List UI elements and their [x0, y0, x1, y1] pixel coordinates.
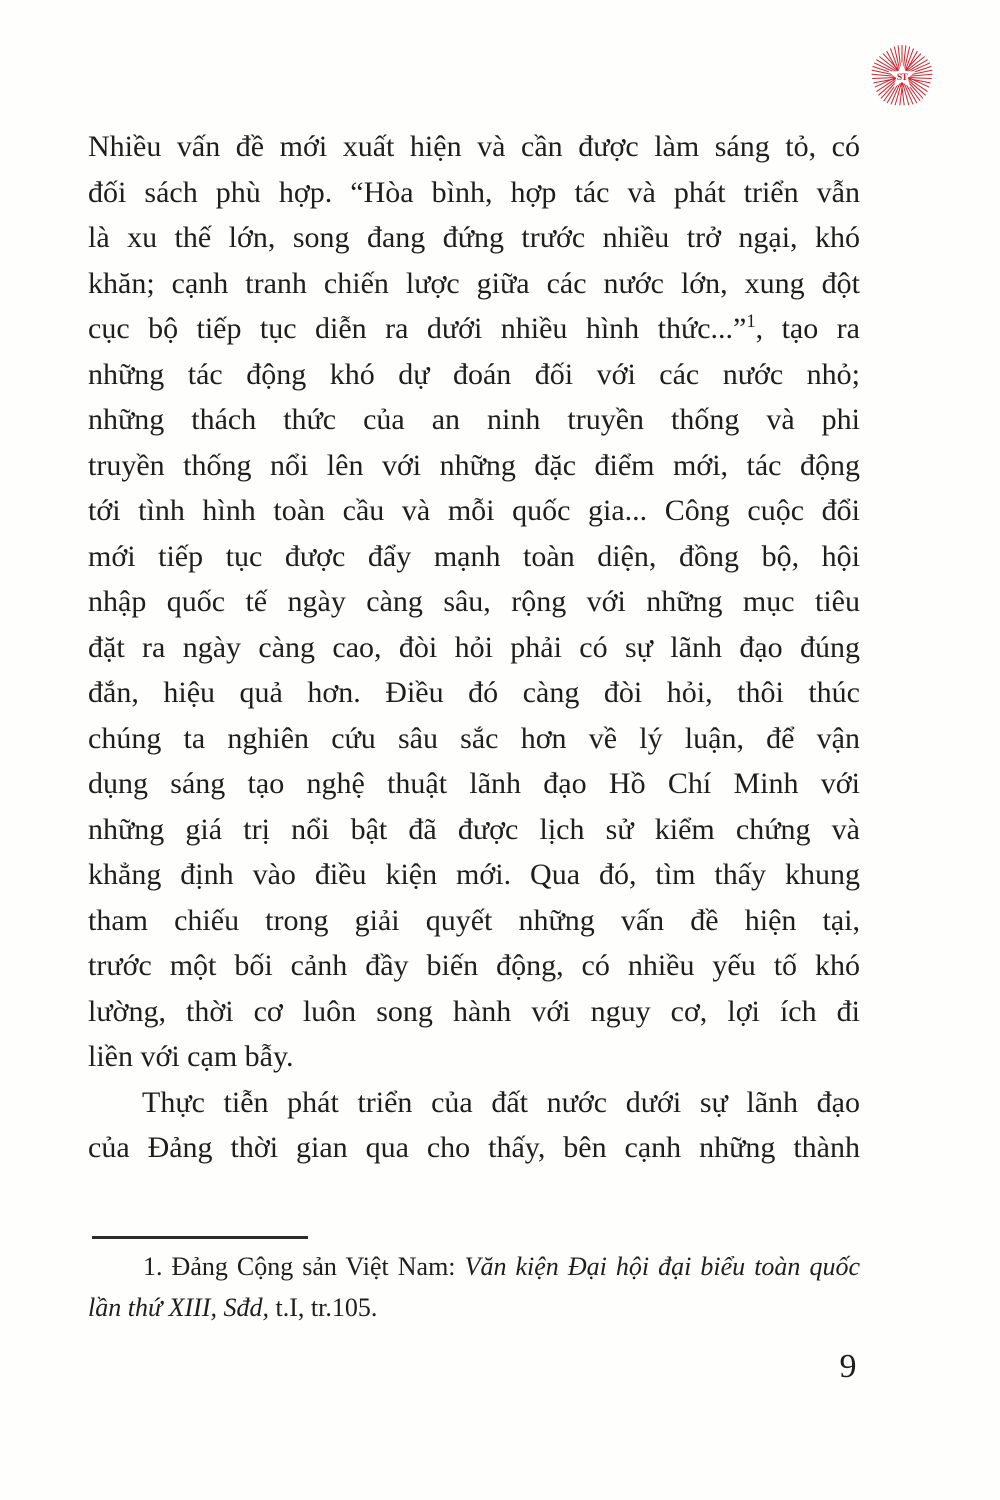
page-number: 9: [839, 1348, 857, 1385]
body-line: khẳng định vào điều kiện mới. Qua đó, tìm thấy khung: [88, 858, 860, 891]
footnote-citation-italic: Văn kiện Đại hội đại biểu toàn quốc: [464, 1252, 861, 1281]
body-line: là xu thế lớn, song đang đứng trước nhiều trở ngại, khó: [88, 221, 860, 254]
body-line: truyền thống nổi lên với những đặc điểm mới, tác động: [88, 448, 860, 482]
body-line: trước một bối cảnh đầy biến động, có nhiều yếu tố khó: [88, 949, 860, 982]
body-line-paragraph-end: liền với cạm bẫy.: [88, 1040, 294, 1073]
body-line: những giá trị nổi bật đã được lịch sử kiểm chứng và: [88, 812, 860, 846]
body-line: đắn, hiệu quả hơn. Điều đó càng đòi hỏi, thôi thúc: [88, 676, 860, 709]
body-line: khăn; cạnh tranh chiến lược giữa các nước lớn, xung đột: [88, 266, 860, 300]
body-line: nhập quốc tế ngày càng sâu, rộng với những mục tiêu: [88, 585, 860, 618]
body-line: dụng sáng tạo nghệ thuật lãnh đạo Hồ Chí Minh với: [88, 767, 860, 800]
footnote-separator: [92, 1236, 308, 1239]
logo-monogram: ST: [896, 73, 908, 84]
body-line-paragraph-start: Thực tiễn phát triển của đất nước dưới sự lãnh đạo: [142, 1085, 860, 1119]
body-line: những thách thức của an ninh truyền thống và phi: [88, 403, 860, 436]
body-line: mới tiếp tục được đẩy mạnh toàn diện, đồng bộ, hội: [88, 539, 860, 573]
body-line: đối sách phù hợp. “Hòa bình, hợp tác và phát triển vẫn: [88, 175, 860, 209]
body-line: những tác động khó dự đoán đối với các nước nhỏ;: [88, 357, 860, 391]
footnote: [88, 1246, 860, 1328]
body-line: tới tình hình toàn cầu và mỗi quốc gia... Công cuộc đổi: [88, 494, 860, 527]
body-line: [88, 306, 860, 352]
body-line: của Đảng thời gian qua cho thấy, bên cạnh những thành: [88, 1131, 860, 1164]
publisher-logo: [868, 42, 936, 110]
footnote-text: t.I, tr.105.: [268, 1293, 378, 1322]
body-line-text: , tạo ra: [755, 312, 860, 345]
body-line: Nhiều vấn đề mới xuất hiện và cần được làm sáng tỏ, có: [88, 130, 860, 163]
body-line: chúng ta nghiên cứu sâu sắc hơn về lý luận, để vận: [88, 721, 860, 755]
body-text: [88, 124, 860, 1171]
body-line: tham chiếu trong giải quyết những vấn đề hiện tại,: [88, 903, 860, 937]
footnote-citation-italic: lần thứ XIII, Sđd,: [88, 1293, 269, 1322]
footnote-text: 1. Đảng Cộng sản Việt Nam:: [143, 1252, 465, 1281]
footnote-line: [88, 1246, 860, 1287]
body-line-text: cục bộ tiếp tục diễn ra dưới nhiều hình thức...”: [88, 312, 747, 345]
body-line: đặt ra ngày càng cao, đòi hỏi phải có sự lãnh đạo đúng: [88, 630, 860, 664]
star-emblem-icon: [868, 42, 936, 110]
footnote-ref-1: 1: [746, 311, 756, 332]
body-line: lường, thời cơ luôn song hành với nguy cơ, lợi ích đi: [88, 994, 860, 1028]
footnote-line: [88, 1287, 860, 1328]
